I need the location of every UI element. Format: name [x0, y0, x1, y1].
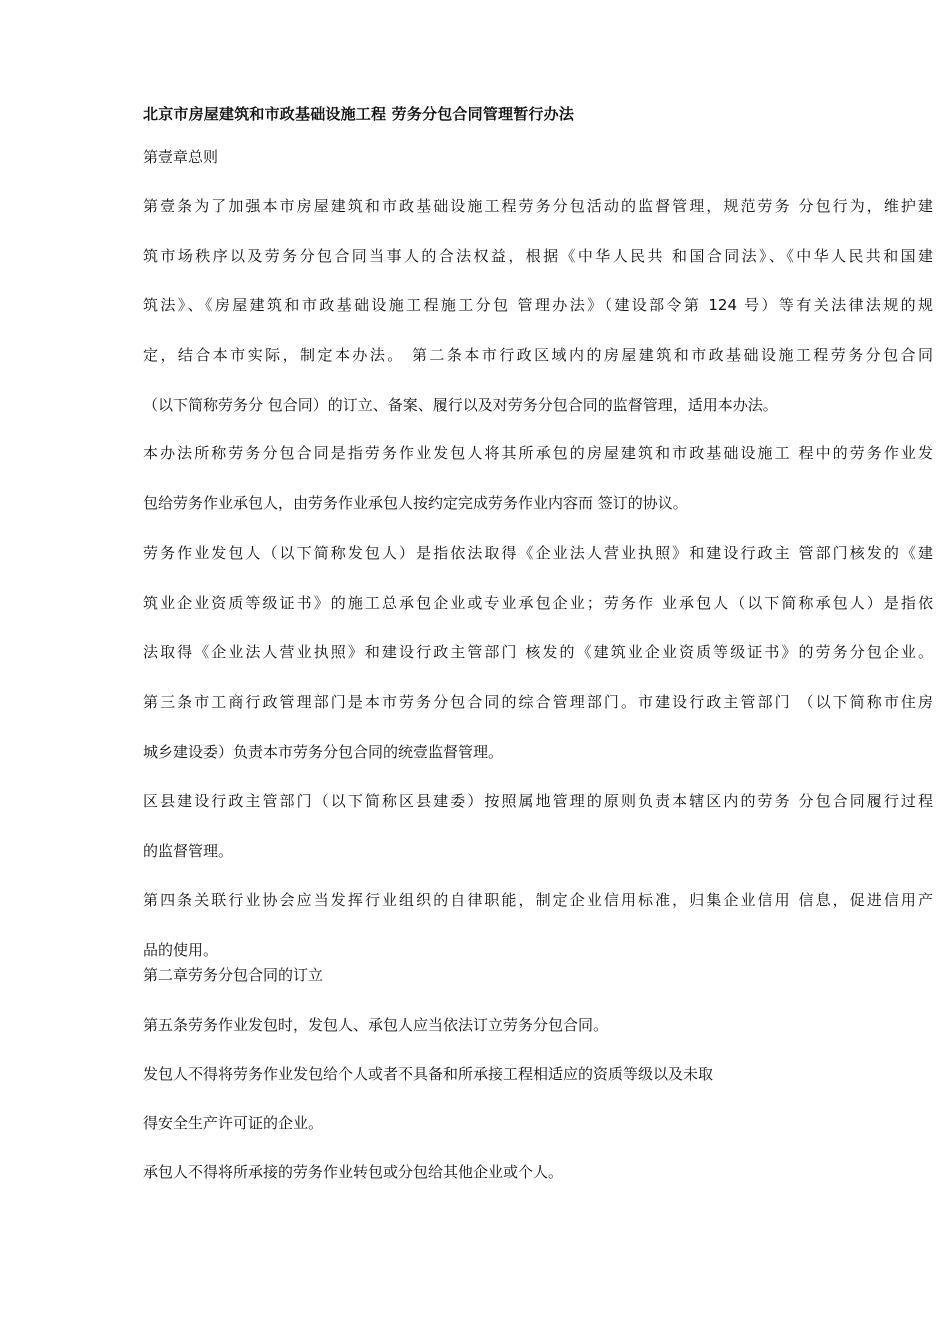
paragraph-line: 第四条关联行业协会应当发挥行业组织的自律职能，制定企业信用标准，归集企业信用 信息，促进信用产: [143, 891, 933, 909]
paragraph-line: 劳务作业发包人（以下简称发包人）是指依法取得《企业法人营业执照》和建设行政主 管部门核发的《建: [143, 544, 933, 562]
paragraph-line: 区县建设行政主管部门（以下简称区县建委）按照属地管理的原则负责本辖区内的劳务 分包合同履行过程: [143, 792, 933, 810]
paragraph-line: 承包人不得将所承接的劳务作业转包或分包给其他企业或个人。: [143, 1163, 564, 1181]
chapter-heading: 第二章劳务分包合同的订立: [143, 966, 324, 984]
paragraph-line: 筑法》、《房屋建筑和市政基础设施工程施工分包 管理办法》（建设部令第 124 号）等有关法律法规的规: [143, 296, 933, 314]
paragraph-line: 第壹条为了加强本市房屋建筑和市政基础设施工程劳务分包活动的监督管理，规范劳务 分包行为，维护建: [143, 197, 933, 215]
paragraph-line: （以下简称劳务分 包合同）的订立、备案、履行以及对劳务分包合同的监督管理，适用本办法。: [143, 396, 778, 414]
paragraph-line: 筑业企业资质等级证书》的施工总承包企业或专业承包企业；劳务作 业承包人（以下简称承包人）是指依: [143, 594, 933, 612]
paragraph-line: 第三条市工商行政管理部门是本市劳务分包合同的综合管理部门。市建设行政主管部门 （以下简称市住房: [143, 693, 933, 711]
paragraph-line: 城乡建设委）负责本市劳务分包合同的统壹监督管理。: [143, 743, 504, 761]
paragraph-line: 第五条劳务作业发包时，发包人、承包人应当依法订立劳务分包合同。: [143, 1016, 609, 1034]
paragraph-line: 品的使用。: [143, 941, 219, 959]
paragraph-line: 发包人不得将劳务作业发包给个人或者不具备和所承接工程相适应的资质等级以及未取: [143, 1065, 714, 1083]
paragraph-line: 本办法所称劳务分包合同是指劳务作业发包人将其所承包的房屋建筑和市政基础设施工 程中的劳务作业发: [143, 444, 933, 462]
paragraph-line: 包给劳务作业承包人，由劳务作业承包人按约定完成劳务作业内容而 签订的协议。: [143, 494, 688, 512]
paragraph-line: 得安全生产许可证的企业。: [143, 1114, 324, 1132]
chapter-heading: 第壹章总则: [143, 148, 219, 166]
paragraph-line: 定，结合本市实际，制定本办法。 第二条本市行政区域内的房屋建筑和市政基础设施工程劳务分包合同: [143, 346, 933, 364]
paragraph-line: 筑市场秩序以及劳务分包合同当事人的合法权益，根据《中华人民共 和国合同法》、《中华人民共和国建: [143, 247, 933, 265]
document-title: 北京市房屋建筑和市政基础设施工程 劳务分包合同管理暂行办法: [143, 105, 575, 123]
paragraph-line: 法取得《企业法人营业执照》和建设行政主管部门 核发的《建筑业企业资质等级证书》的劳务分包企业。: [143, 643, 933, 661]
paragraph-line: 的监督管理。: [143, 842, 234, 860]
